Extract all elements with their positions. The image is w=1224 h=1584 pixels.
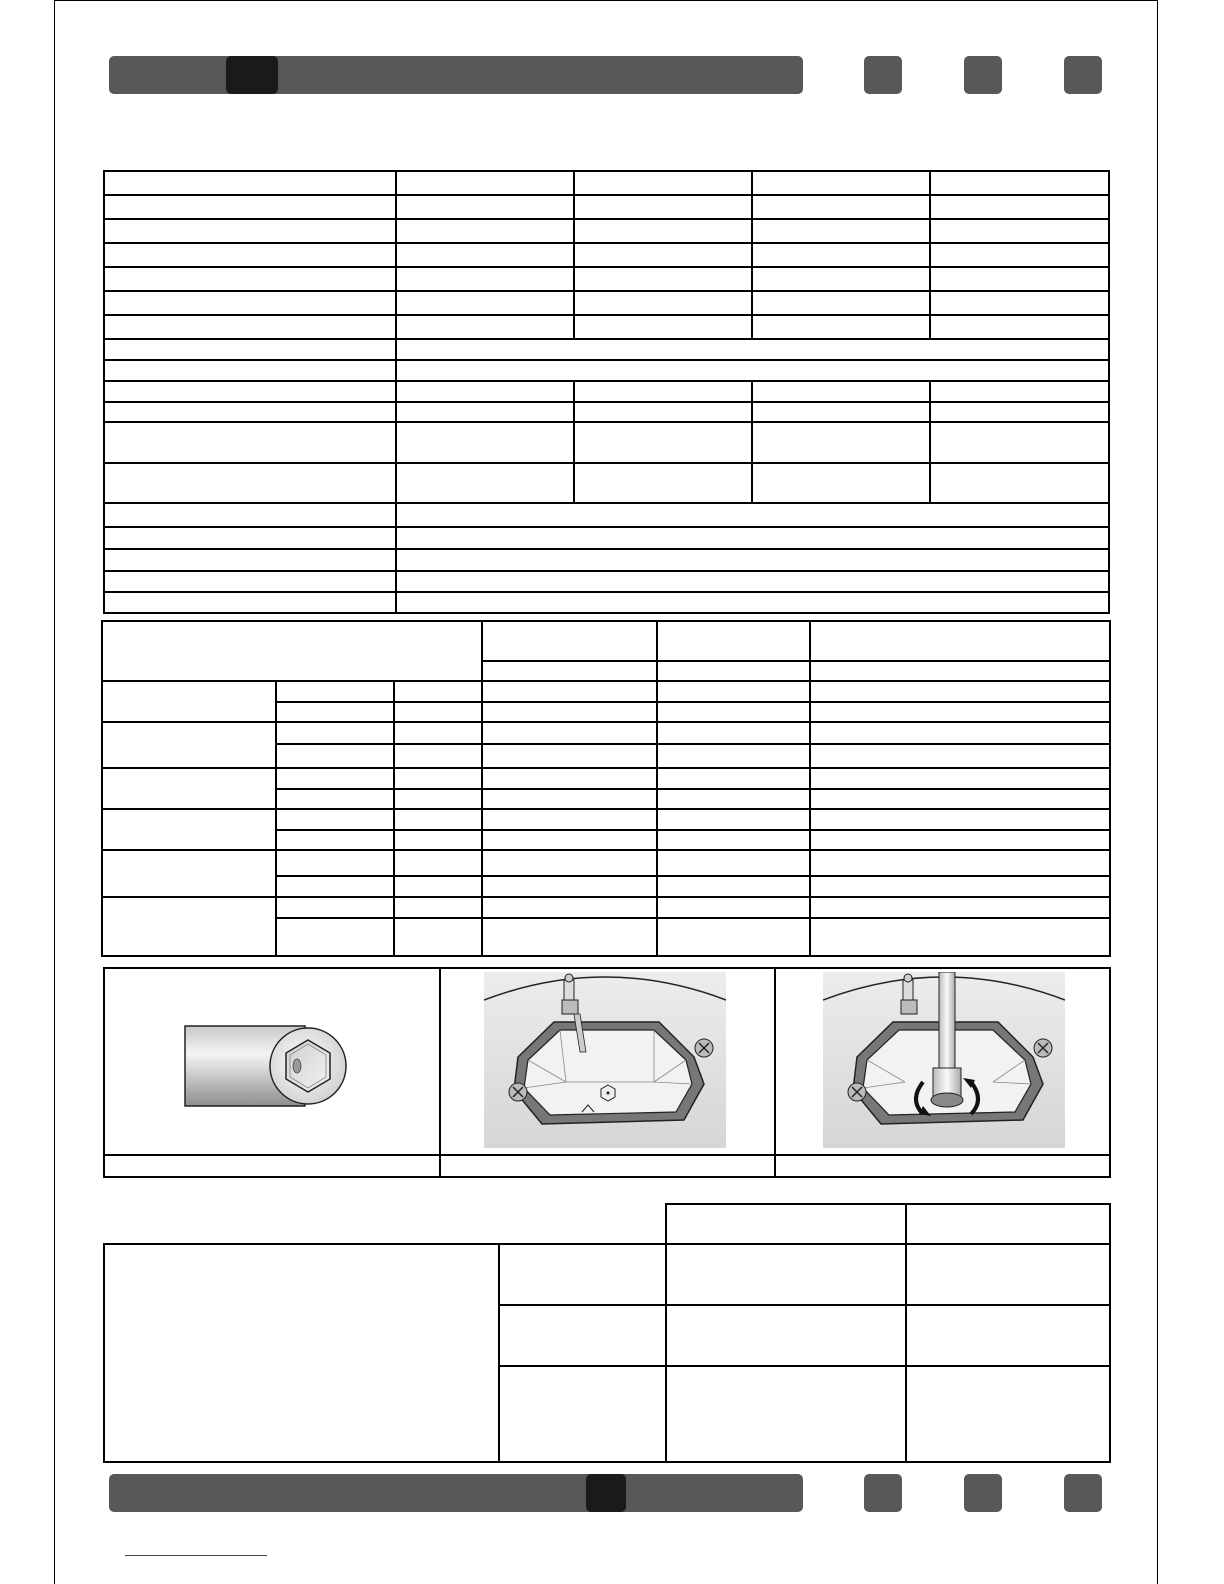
- table-row: [102, 681, 1110, 702]
- table-row: [104, 171, 1109, 195]
- footer-link-underline[interactable]: [125, 1555, 267, 1556]
- table-row: [104, 1155, 1110, 1177]
- table-row: [104, 463, 1109, 503]
- footer-square-2: [964, 1474, 1002, 1512]
- table-row: [104, 243, 1109, 267]
- table-row: [104, 381, 1109, 402]
- table-row: [102, 850, 1110, 876]
- header-bar-marker: [226, 56, 278, 94]
- spec-table: [103, 170, 1110, 614]
- gas-table: [101, 620, 1111, 957]
- table-row: [102, 768, 1110, 789]
- table-row: [104, 360, 1109, 381]
- header-square-1: [864, 56, 902, 94]
- header-bar: [109, 56, 803, 94]
- table-row: [104, 1244, 1110, 1305]
- bottom-table: [103, 1203, 1111, 1463]
- table-row: [104, 219, 1109, 243]
- footer-square-1: [864, 1474, 902, 1512]
- table-row: [104, 1204, 1110, 1244]
- table-row: [104, 339, 1109, 360]
- footer-square-3: [1064, 1474, 1102, 1512]
- table-row: [102, 722, 1110, 744]
- table-row: [104, 315, 1109, 339]
- table-row: [104, 195, 1109, 219]
- burner-cup-wrench-rotate-icon: [823, 972, 1065, 1148]
- table-row: [102, 621, 1110, 661]
- footer-bar: [109, 1474, 803, 1512]
- table-row: [104, 592, 1109, 613]
- header-square-2: [964, 56, 1002, 94]
- table-row: [102, 897, 1110, 918]
- table-row: [104, 291, 1109, 315]
- hex-socket-wrench-icon: [180, 1018, 350, 1114]
- table-row: [104, 503, 1109, 527]
- table-row: [104, 422, 1109, 463]
- footer-bar-marker: [586, 1474, 626, 1512]
- header-square-3: [1064, 56, 1102, 94]
- table-row: [104, 402, 1109, 422]
- table-row: [104, 527, 1109, 549]
- table-row: [104, 549, 1109, 571]
- burner-cup-hex-nut-icon: [484, 972, 726, 1148]
- table-row: [102, 809, 1110, 830]
- table-row: [104, 267, 1109, 291]
- table-row: [104, 571, 1109, 592]
